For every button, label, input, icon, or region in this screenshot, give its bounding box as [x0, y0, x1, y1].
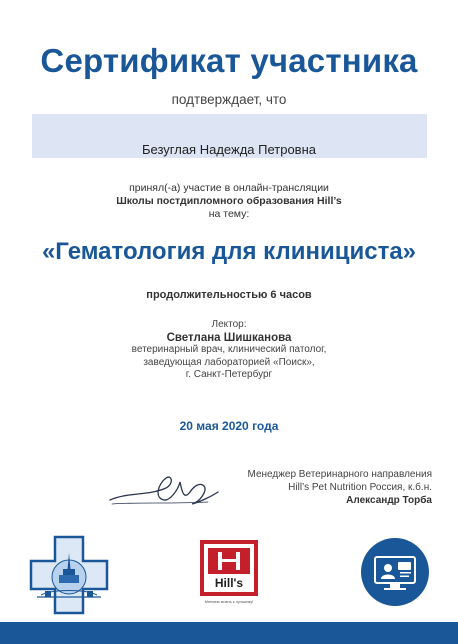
manager-name: Александр Торба — [346, 495, 432, 506]
school-name: Школы постдипломного образования Hill’s — [116, 195, 342, 207]
lecturer-title-2: заведующая лабораторией «Поиск», — [143, 356, 315, 368]
participation-block — [0, 182, 458, 221]
lecturer-city: г. Санкт-Петербург — [185, 369, 273, 380]
hills-tagline: Меняем жизнь к лучшему! — [204, 599, 254, 604]
manager-block — [192, 468, 432, 507]
confirms-text: подтверждает, что — [171, 92, 287, 107]
certificate-title: Сертификат участника — [40, 42, 418, 79]
hills-brand-text: Hill's — [214, 576, 244, 590]
certificate-date: 20 мая 2020 года — [179, 419, 279, 433]
vet-cross-city-icon — [29, 535, 109, 615]
lecturer-title-1: ветеринарный врач, клинический патолог, — [131, 344, 327, 355]
lecturer-name: Светлана Шишканова — [166, 331, 292, 344]
participant-name: Безуглая Надежда Петровна — [142, 142, 316, 157]
lecturer-label: Лектор: — [211, 319, 247, 330]
course-topic: «Гематология для клинициста» — [41, 238, 417, 265]
manager-role-1: Менеджер Ветеринарного направления — [247, 469, 432, 480]
webinar-monitor-icon — [360, 537, 430, 607]
hills-logo — [200, 540, 258, 608]
footer-band — [0, 622, 458, 644]
topic-intro: на тему: — [208, 208, 250, 220]
manager-role-2: Hill’s Pet Nutrition Россия, к.б.н. — [288, 482, 432, 493]
lecturer-block — [0, 319, 458, 382]
participation-line: принял(-а) участие в онлайн-трансляции — [129, 182, 329, 194]
course-duration: продолжительностью 6 часов — [146, 289, 312, 301]
